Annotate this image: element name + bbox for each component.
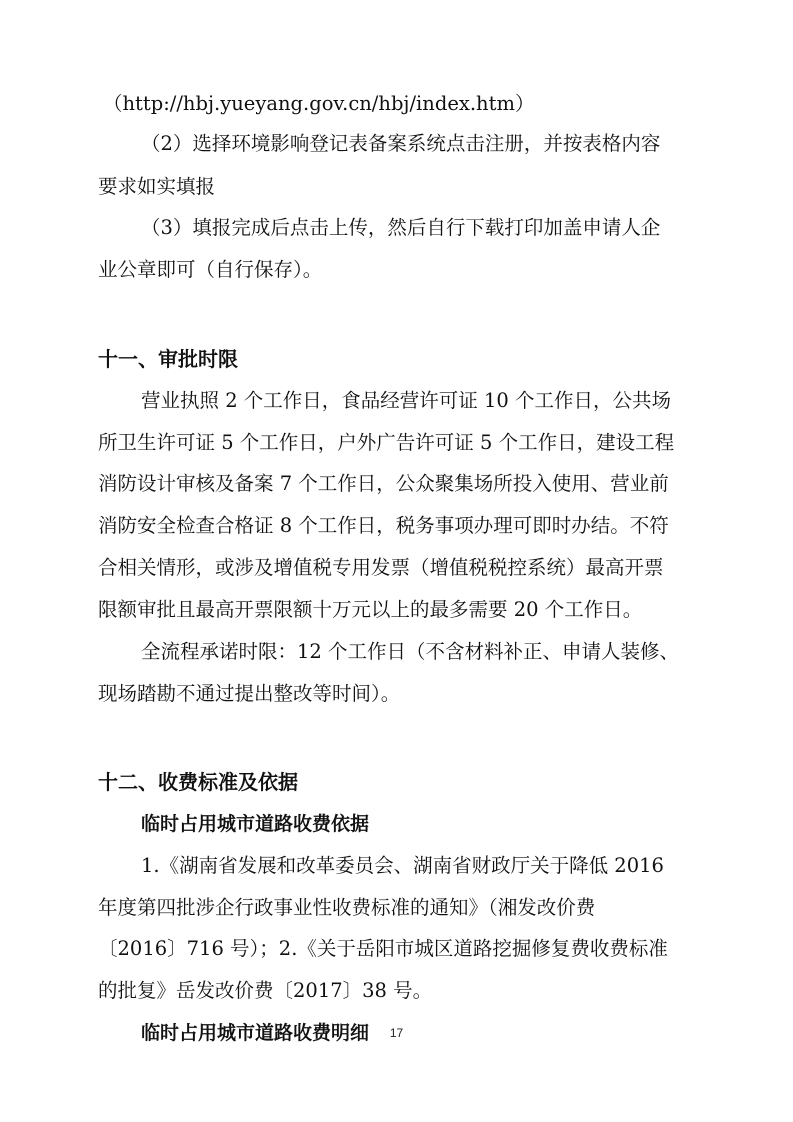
subheading: 临时占用城市道路收费依据 [141,813,370,835]
paragraph-line: 全流程承诺时限：12 个工作日（不含材料补正、申请人装修、 [141,640,680,663]
section-heading-11: 十一、审批时限 [98,347,238,371]
paragraph-line: 消防设计审核及备案 7 个工作日，公众聚集场所投入使用、营业前 [98,472,669,495]
paragraph-line: （3）填报完成后点击上传，然后自行下载打印加盖申请人企 [141,216,661,239]
paragraph-line: 〔2016〕716 号）；2.《关于岳阳市城区道路挖掘修复费收费标准 [98,937,668,960]
paragraph-line: 合相关情形，或涉及增值税专用发票（增值税税控系统）最高开票 [98,556,664,579]
paragraph-line: 业公章即可（自行保存）。 [98,258,323,281]
url-line: （http://hbj.yueyang.gov.cn/hbj/index.htm） [103,92,535,115]
paragraph-line: 消防安全检查合格证 8 个工作日，税务事项办理可即时办结。不符 [98,514,669,537]
paragraph-line: 限额审批且最高开票限额十万元以上的最多需要 20 个工作日。 [98,598,643,621]
paragraph-line: 所卫生许可证 5 个工作日，户外广告许可证 5 个工作日，建设工程 [98,431,675,454]
paragraph-line: 的批复》岳发改价费〔2017〕38 号。 [98,979,433,1002]
paragraph-line: 现场踏勘不通过提出整改等时间）。 [98,682,401,705]
subheading: 临时占用城市道路收费明细 [141,1022,370,1044]
paragraph-line: 要求如实填报 [98,175,216,198]
page-number: 17 [389,1026,404,1040]
paragraph-line: （2）选择环境影响登记表备案系统点击注册，并按表格内容 [141,132,661,155]
paragraph-line: 年度第四批涉企行政事业性收费标准的通知》（湘发改价费 [98,896,596,919]
paragraph-line: 营业执照 2 个工作日，食品经营许可证 10 个工作日，公共场 [141,389,672,412]
paragraph-line: 1.《湖南省发展和改革委员会、湖南省财政厅关于降低 2016 [141,854,664,877]
section-heading-12: 十二、收费标准及依据 [98,770,298,794]
